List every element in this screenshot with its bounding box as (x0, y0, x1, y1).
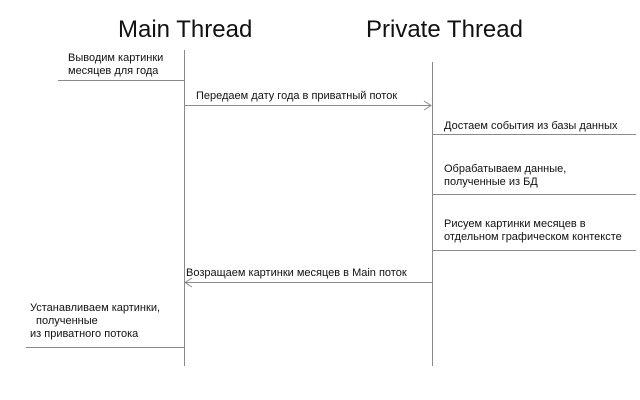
arrow-main-to-private (184, 101, 431, 110)
step-text-line: отдельном графическом контексте (444, 231, 622, 243)
step-text-line: полученные (36, 315, 98, 327)
step-text-line: из приватного потока (30, 328, 139, 340)
main-thread-title: Main Thread (118, 16, 253, 43)
step-text-line: Рисуем картинки месяцев в (444, 218, 586, 230)
step-text-line: Обрабатываем данные, (444, 163, 567, 175)
step-text-line: Выводим картинки (68, 52, 164, 64)
message-pass-year-date: Передаем дату года в приватный поток (196, 90, 398, 102)
private-thread-title: Private Thread (366, 16, 523, 43)
step-text-line: месяцев для года (68, 65, 159, 77)
message-return-images: Возращаем картинки месяцев в Main поток (186, 267, 407, 279)
step-text-line: Устанавливаем картинки, (30, 302, 161, 314)
step-text-line: полученные из БД (444, 176, 538, 188)
arrow-private-to-main (185, 278, 432, 287)
step-fetch-events: Достаем события из базы данных (444, 120, 618, 132)
